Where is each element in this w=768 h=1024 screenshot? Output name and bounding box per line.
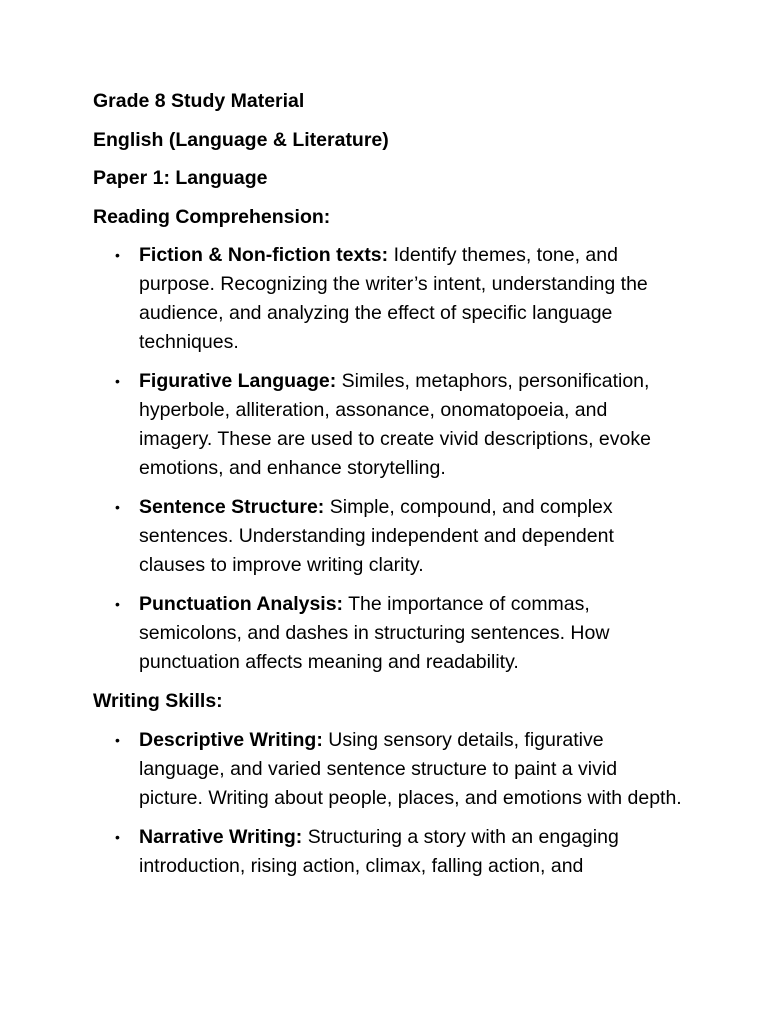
item-text: Identify themes, tone, and purpose. Recognizing the writer’s intent, understanding the audience, and analyzing the effect of specific language techniques. (139, 244, 648, 353)
bullet-icon: • (115, 499, 120, 515)
bullet-icon: • (115, 731, 120, 748)
paper-heading: Paper 1: Language (93, 167, 268, 189)
list-item (93, 241, 683, 357)
subject-heading: English (Language & Literature) (93, 128, 389, 151)
item-text: Similes, metaphors, personification, hyperbole, alliteration, assonance, onomatopoeia, and imagery. These are used to create vivid descriptions, evoke emotions, and enhance storytelling. (139, 370, 651, 479)
section-heading-writing-skills: Writing Skills: (93, 690, 223, 712)
item-text: Structuring a story with an engaging introduction, rising action, climax, falling action, and (139, 825, 619, 877)
item-text: Using sensory details, figurative language, and varied sentence structure to paint a vivid picture. Writing about people, places, and emotions with depth. (139, 728, 682, 809)
document-title: Grade 8 Study Material (93, 90, 305, 112)
section-heading-reading-comprehension: Reading Comprehension: (93, 205, 331, 228)
item-term: Punctuation Analysis: (139, 593, 344, 615)
list-item (93, 726, 683, 813)
reading-comprehension-list (93, 241, 683, 677)
document-body (93, 87, 683, 891)
item-text: The importance of commas, semicolons, and dashes in structuring sentences. How punctuation affects meaning and readability. (139, 593, 610, 673)
list-item (93, 590, 683, 677)
item-term: Sentence Structure: (139, 496, 325, 518)
bullet-icon: • (115, 373, 120, 389)
bullet-icon: • (115, 828, 120, 845)
item-term: Fiction & Non-fiction texts: (139, 244, 389, 266)
item-term: Figurative Language: (139, 370, 337, 392)
bullet-icon: • (115, 247, 120, 263)
item-term: Descriptive Writing: (139, 728, 323, 751)
item-text: Simple, compound, and complex sentences. Understanding independent and dependent clauses to improve writing clarity. (139, 496, 614, 576)
writing-skills-list (93, 726, 683, 881)
item-term: Narrative Writing: (139, 825, 303, 848)
list-item (93, 493, 683, 580)
list-item (93, 367, 683, 483)
bullet-icon: • (115, 596, 120, 612)
list-item (93, 823, 683, 881)
